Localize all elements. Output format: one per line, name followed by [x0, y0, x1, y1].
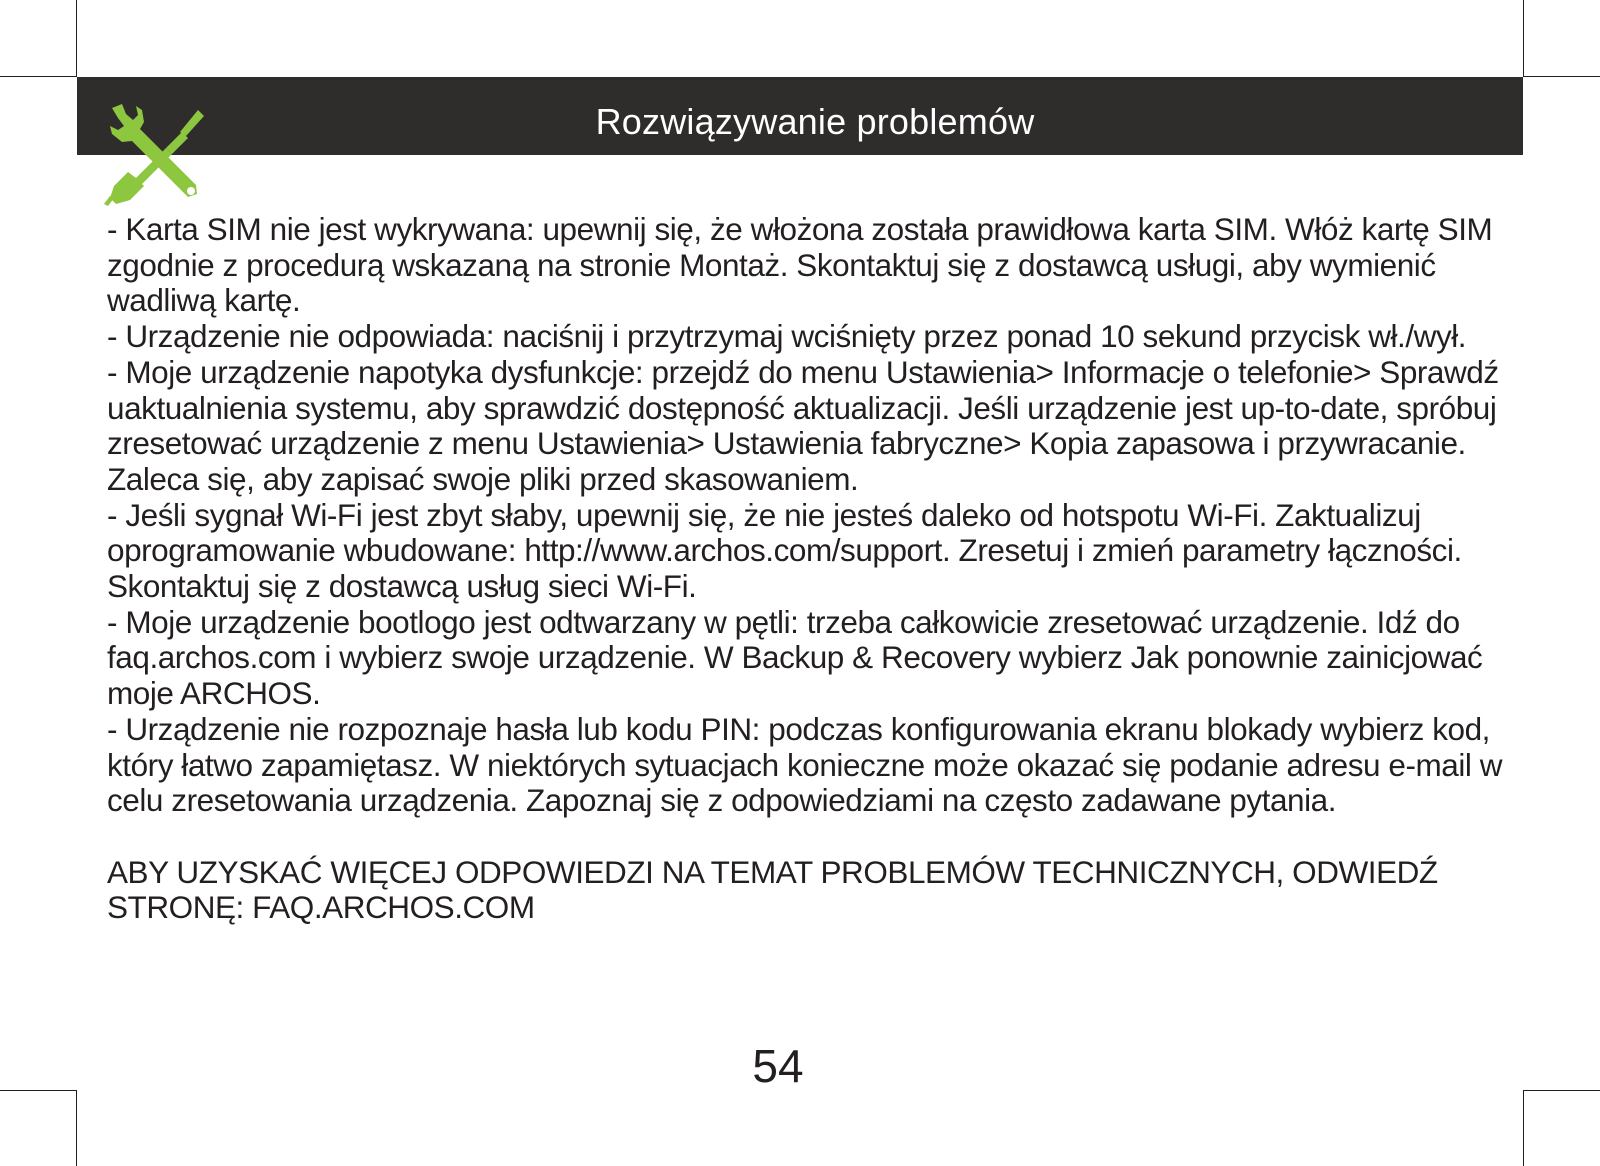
troubleshooting-item-not-responding: - Urządzenie nie odpowiada: naciśnij i przytrzymaj wciśnięty przez ponad 10 sekund przycisk wł./wył.: [107, 318, 1467, 355]
troubleshooting-item-sim: - Karta SIM nie jest wykrywana: upewnij się, że włożona została prawidłowa karta SIM. Włóż kartę SIM zgodnie z procedurą wskazaną na stronie Montaż. Skontaktuj się z dostawcą usługi, aby wymienić wadliwą kartę.: [107, 211, 1493, 319]
crop-mark-bottom-left-vertical: [76, 1090, 77, 1166]
section-title: Rozwiązywanie problemów: [595, 101, 1035, 142]
troubleshooting-item-pin: - Urządzenie nie rozpoznaje hasła lub kodu PIN: podczas konfigurowania ekranu blokady wybierz kod, który łatwo zapamiętasz. W niektórych sytuacjach konieczne może okazać się podanie adresu e-mail w celu zresetowania urządzenia. Zapoznaj się z odpowiedziami na często zadawane pytania.: [107, 710, 1503, 819]
paragraph-spacer: [107, 819, 1517, 855]
faq-note: ABY UZYSKAĆ WIĘCEJ ODPOWIEDZI NA TEMAT PROBLEMÓW TECHNICZNYCH, ODWIEDŹ STRONĘ: FAQ.ARCHOS.COM: [107, 853, 1438, 926]
crop-mark-top-right-horizontal: [1523, 76, 1600, 77]
crop-mark-top-left-vertical: [76, 0, 77, 77]
troubleshooting-item-dysfunction: - Moje urządzenie napotyka dysfunkcje: przejdź do menu Ustawienia> Informacje o telefonie> Sprawdź uaktualnienia systemu, aby sprawdzić dostępność aktualizacji. Jeśli urządzenie jest up-to-date, spróbuj zresetować urządzenie z menu Ustawienia> Ustawienia fabryczne> Kopia zapasowa i przywracanie. Zaleca się, aby zapisać swoje pliki przed skasowaniem.: [107, 353, 1499, 497]
crop-mark-top-left-horizontal: [0, 76, 77, 77]
crop-mark-bottom-right-vertical: [1523, 1090, 1524, 1166]
troubleshooting-item-bootloop: - Moje urządzenie bootlogo jest odtwarzany w pętli: trzeba całkowicie zresetować urządzenie. Idź do faq.archos.com i wybierz swoje urządzenie. W Backup & Recovery wybierz Jak ponownie zainicjować moje ARCHOS.: [107, 603, 1483, 712]
crop-mark-top-right-vertical: [1523, 0, 1524, 77]
page-number: 54: [752, 1040, 804, 1092]
section-header-bar: [77, 77, 1523, 155]
troubleshooting-text: [107, 212, 1517, 926]
tools-icon: [100, 100, 210, 210]
troubleshooting-item-wifi: - Jeśli sygnał Wi-Fi jest zbyt słaby, upewnij się, że nie jesteś daleko od hotspotu Wi-Fi. Zaktualizuj oprogramowanie wbudowane: http://www.archos.com/support. Zresetuj i zmień parametry łączności. Skontaktuj się z dostawcą usług sieci Wi-Fi.: [107, 496, 1462, 605]
